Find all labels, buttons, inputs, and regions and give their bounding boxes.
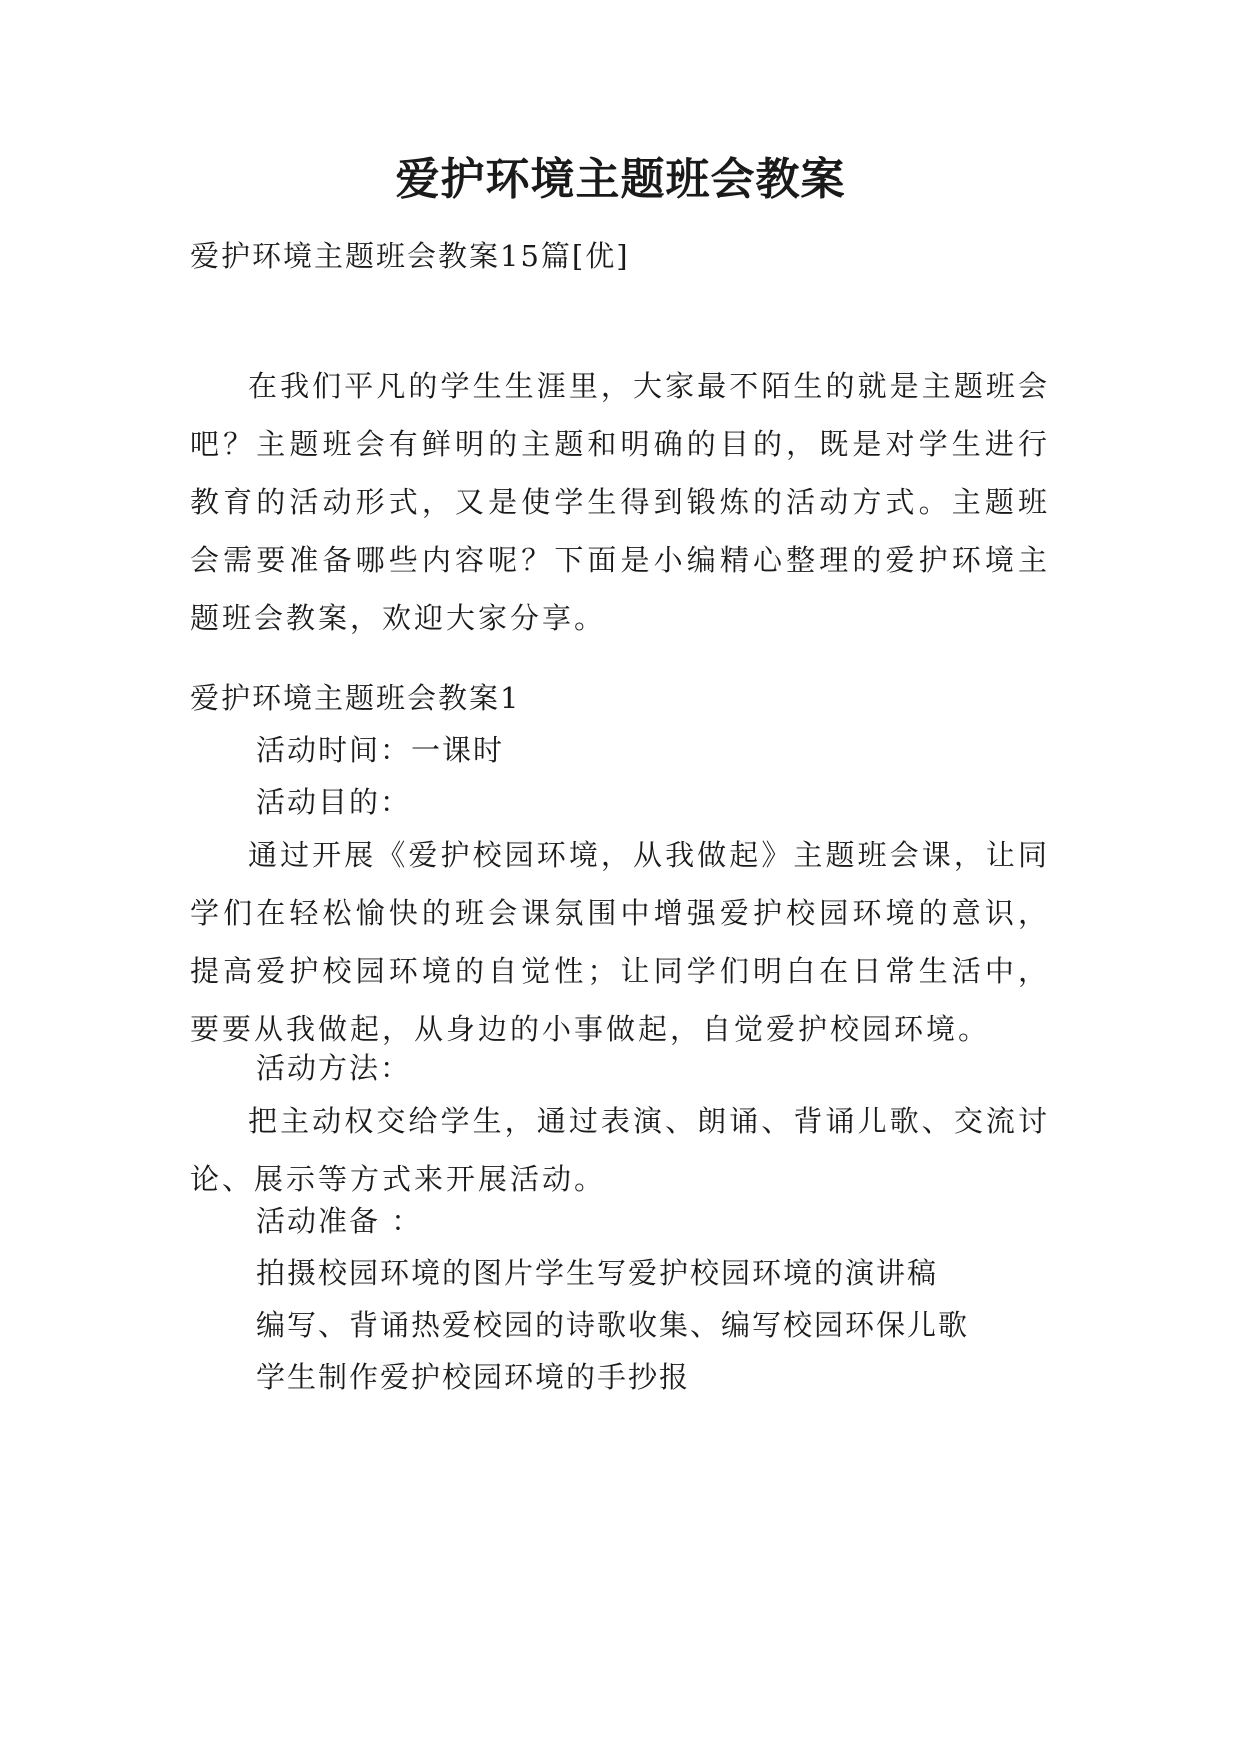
document-title: 爱护环境主题班会教案 [395, 154, 846, 205]
intro-paragraph: 在我们平凡的学生生涯里，大家最不陌生的就是主题班会吧？主题班会有鲜明的主题和明确的目的，既是对学生进行教育的活动形式，又是使学生得到锻炼的活动方式。主题班会需要准备哪些内容呢？下面是小编精心整理的爱护环境主题班会教案，欢迎大家分享。 [190, 369, 1050, 635]
activity-goal-label: 活动目的： [256, 785, 412, 819]
prep-item: 学生制作爱护校园环境的手抄报 [256, 1360, 691, 1394]
activity-time: 活动时间：一课时 [256, 733, 505, 767]
activity-prep-label: 活动准备 ： [256, 1204, 423, 1238]
prep-item: 拍摄校园环境的图片学生写爱护校园环境的演讲稿 [256, 1256, 939, 1290]
prep-item: 编写、背诵热爱校园的诗歌收集、编写校园环保儿歌 [256, 1308, 970, 1342]
activity-method-label: 活动方法： [256, 1051, 412, 1085]
activity-goal-text: 通过开展《爱护校园环境，从我做起》主题班会课，让同学们在轻松愉快的班会课氛围中增强爱护校园环境的意识，提高爱护校园环境的自觉性；让同学们明白在日常生活中，要要从我做起，从身边的小事做起，自觉爱护校园环境。 [190, 838, 1050, 1046]
activity-method-text: 把主动权交给学生，通过表演、朗诵、背诵儿歌、交流讨论、展示等方式来开展活动。 [190, 1104, 1050, 1196]
document-subtitle: 爱护环境主题班会教案15篇[优] [190, 239, 630, 273]
section-heading: 爱护环境主题班会教案1 [190, 681, 521, 715]
